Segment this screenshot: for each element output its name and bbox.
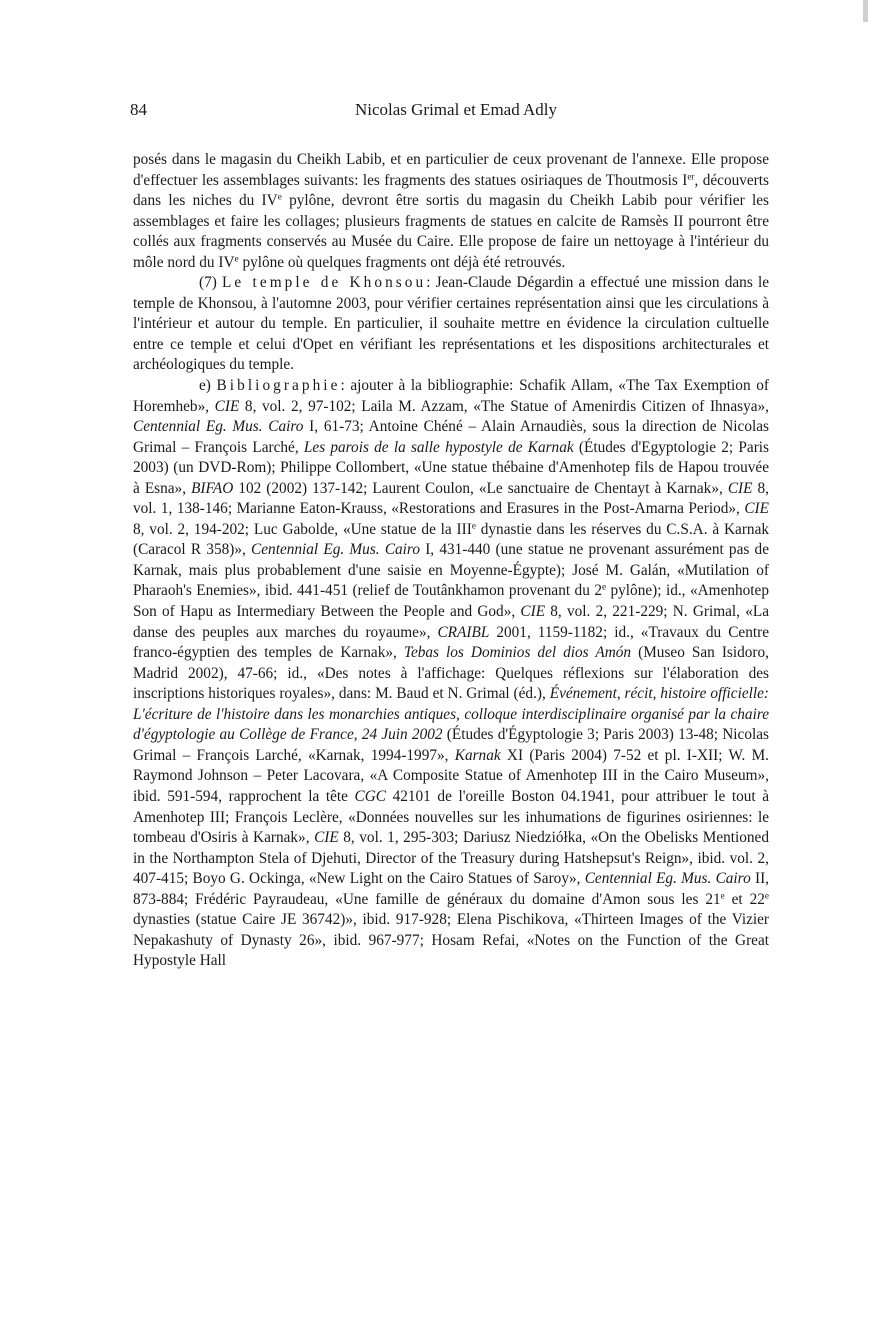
italic-title: CIE [314, 829, 339, 847]
italic-title: BIFAO [191, 479, 234, 497]
superscript: e [601, 581, 607, 592]
text-run: XI (Paris 2004) 7-52 et pl. I-XII; W. M. Raymond Johnson – Peter Lacovara, «A Composite Statue of Amenhotep III in the Cairo Museum», ibid. 591-594, rapprochent la tête [133, 746, 769, 805]
text-run: 8, vol. 2, 194-202; Luc Gabolde, «Une statue de la III [133, 520, 472, 538]
text-run: II, 873-884; Frédéric Payraudeau, «Une famille de généraux du domaine d'Amon sous les 21 [133, 870, 769, 908]
text-run: e) [199, 377, 217, 395]
text-run: 42101 de l'oreille Boston 04.1941, pour attribuer le tout à Amenhotep III; François Leclère, «Données nouvelles sur les inhumations de figurines osiriennes: le tombeau d'Osiris à Karnak», [133, 787, 770, 847]
italic-title: Tebas los Dominios del dios Amón [403, 644, 632, 662]
text-run: I, 61-73; Antoine Chéné – Alain Arnaudiès, sous la direction de Nicolas Grimal – François Larché, [133, 418, 769, 456]
section-heading: Bibliographie [216, 377, 341, 395]
text-run: pylône, devront être sortis du magasin du Cheikh Labib pour vérifier les assemblages et faire les collages; plusieurs fragments de statues en calcite de Ramsès II pourront être collés aux fragments conservés au Musée du Caire. Elle propose de faire un nettoyage à l'intérieur du môle nord du IV [133, 192, 769, 271]
italic-title: CRAIBL [437, 623, 490, 641]
text-run: (Études d'Egyptologie 2; Paris 2003) (un DVD-Rom); Philippe Collombert, «Une statue thébaine d'Amenhotep fils de Hapou trouvée à Esna», [133, 438, 769, 497]
italic-title: CIE [727, 479, 753, 497]
italic-title: CIE [744, 500, 769, 518]
section-heading: Le temple de Khonsou [222, 274, 427, 292]
italic-title: Centennial Eg. Mus. Cairo [133, 418, 304, 436]
text-run: pylône où quelques fragments ont déjà été retrouvés. [238, 253, 566, 271]
text-run: dynastie dans les réserves du C.S.A. à Karnak (Caracol R 358)», [133, 520, 770, 559]
italic-title: CIE [520, 603, 546, 621]
text-run: dynasties (statue Caire JE 36742)», ibid. 917-928; Elena Pischikova, «Thirteen Images of the Vizier Nepakashuty of Dynasty 26», ibid. 967-977; Hosam Refai, «Notes on the Function of the Great Hypostyle Hall [133, 911, 769, 970]
text-run: : Jean-Claude Dégardin a effectué une mission dans le temple de Khonsou, à l'automne 2003, pour vérifier certaines représentation ainsi que les circulations à l'intérieur et autour du temple. En particulier, il souhaite mettre en évidence la circulation cultuelle entre ce temple et celui d'Opet en vérifiant les représentations et les dispositions architecturales et archéologiques du temple. [133, 274, 769, 374]
paragraph-p2 [133, 273, 769, 376]
text-run: 8, vol. 2, 97-102; Laila M. Azzam, «The Statue of Amenirdis Citizen of Ihnasya», [239, 397, 769, 415]
italic-title: Centennial Eg. Mus. Cairo [251, 541, 420, 559]
text-run: posés dans le magasin du Cheikh Labib, et en particulier de ceux provenant de l'annexe. Elle propose d'effectuer les assemblages suivants: les fragments des statues osiriaques de Thoutmosis I [133, 151, 769, 189]
text-run: 8, vol. 2, 221-229; N. Grimal, «La danse des peuples aux marches du royaume», [133, 603, 769, 641]
italic-title: Événement, récit, histoire officielle: L'écriture de l'histoire dans les monarchies antiques, colloque interdisciplinaire organisé par la chaire d'égyptologie au Collège de France, 24 Juin 2002 [133, 685, 769, 744]
body-text [133, 150, 769, 972]
page-number: 84 [130, 100, 147, 119]
superscript: e [277, 191, 282, 202]
text-run: , découverts dans les niches du IV [133, 171, 769, 210]
text-run: et 22 [724, 890, 765, 908]
page-edge-mark [863, 0, 868, 22]
italic-title: CGC [354, 787, 386, 805]
text-run: (7) [199, 274, 223, 292]
text-run: : ajouter à la bibliographie: Schafik Allam, «The Tax Exemption of Horemheb», [133, 377, 769, 415]
text-run: I, 431-440 (une statue ne provenant assurément pas de Karnak, mais plus probablement d'une saisie en Moyenne-Égypte); José M. Galán, «Mutilation of Pharaoh's Enemies», ibid. 441-451 (relief de Toutânkhamon provenant du 2 [133, 541, 769, 600]
italic-title: Les parois de la salle hypostyle de Karnak [303, 438, 574, 456]
text-run: (Études d'Égyptologie 3; Paris 2003) 13-48; Nicolas Grimal – François Larché, «Karnak, 1994-1997», [133, 726, 769, 764]
text-run: (Museo San Isidoro, Madrid 2002), 47-66; id., «Des notes à l'affichage: Quelques réflexions sur l'élaboration des inscriptions historiques royales», dans: M. Baud et N. Grimal (éd.), [133, 644, 769, 703]
text-run: 2001, 1159-1182; id., «Travaux du Centre franco-égyptien des temples de Karnak», [133, 623, 769, 662]
paragraph-p3 [133, 376, 769, 972]
text-run: 8, vol. 1, 295-303; Dariusz Niedziółka, «On the Obelisks Mentioned in the Northampton Stela of Djehuti, Director of the Treasury during Hatshepsut's Reign», ibid. vol. 2, 407-415; Boyo G. Ockinga, «New Light on the Cairo Statues of Saroy», [133, 829, 769, 888]
superscript: e [764, 890, 769, 901]
text-run: pylône); id., «Amenhotep Son of Hapu as Intermediary Between the People and God», [133, 582, 769, 621]
superscript: e [471, 520, 476, 531]
italic-title: Karnak [454, 746, 501, 764]
italic-title: CIE [214, 397, 240, 415]
superscript: er [687, 171, 695, 182]
superscript: e [720, 890, 725, 901]
text-run: 102 (2002) 137-142; Laurent Coulon, «Le sanctuaire de Chentayt à Karnak», [233, 479, 728, 497]
italic-title: Centennial Eg. Mus. Cairo [584, 870, 751, 888]
superscript: e [234, 253, 239, 264]
paragraph-p1 [133, 150, 769, 273]
text-run: 8, vol. 1, 138-146; Marianne Eaton-Krauss, «Restorations and Erasures in the Post-Amarna Period», [133, 479, 770, 518]
running-head: Nicolas Grimal et Emad Adly [354, 100, 558, 119]
